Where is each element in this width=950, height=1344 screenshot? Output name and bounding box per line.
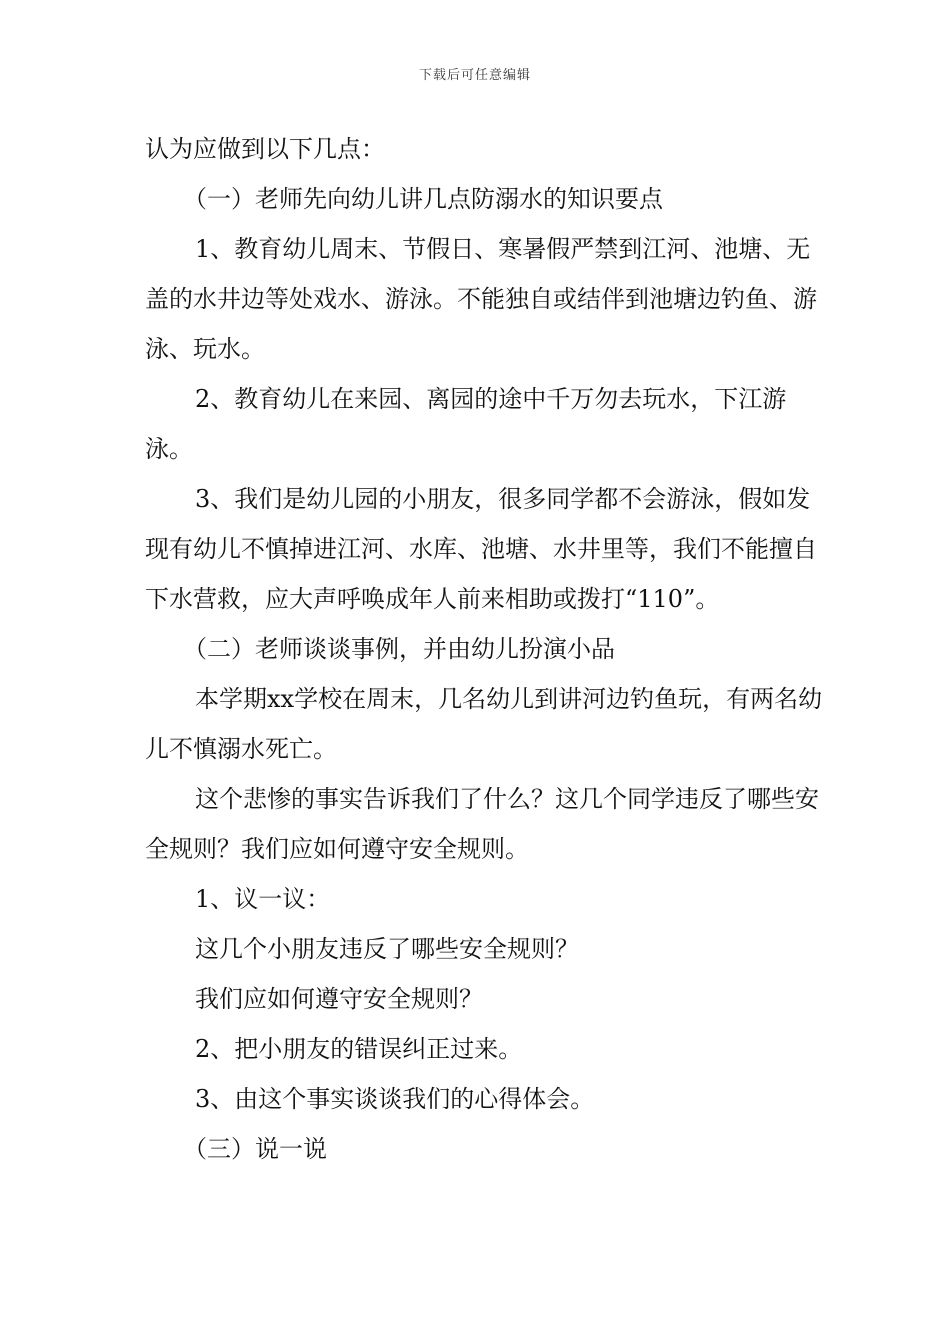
list-item: 2、把小朋友的错误纠正过来。	[195, 1035, 523, 1063]
paragraph: 我们应如何遵守安全规则？	[195, 985, 483, 1013]
paragraph: 1、教育幼儿周末、节假日、寒暑假严禁到江河、池塘、无盖的水井边等处戏水、游泳。不能独自或结伴到池塘边钓鱼、游泳、玩水。	[145, 235, 817, 363]
paragraph: 3、我们是幼儿园的小朋友，很多同学都不会游泳，假如发现有幼儿不慎掉进江河、水库、池塘、水井里等，我们不能擅自下水营救，应大声呼唤成年人前来相助或拨打“110”。	[145, 485, 817, 613]
paragraph: 2、教育幼儿在来园、离园的途中千万勿去玩水，下江游泳。	[145, 385, 787, 463]
paragraph: 这几个小朋友违反了哪些安全规则？	[195, 935, 579, 963]
page-header: 下载后可任意编辑	[418, 68, 531, 83]
paragraph: 认为应做到以下几点：	[145, 135, 385, 163]
list-item: 1、议一议：	[195, 885, 331, 913]
paragraph: 这个悲惨的事实告诉我们了什么？这几个同学违反了哪些安全规则？我们应如何遵守安全规则。	[145, 785, 819, 863]
document-body	[145, 124, 825, 1174]
section-heading: （三）说一说	[183, 1135, 327, 1163]
section-heading: （一）老师先向幼儿讲几点防溺水的知识要点	[183, 185, 663, 213]
section-heading: （二）老师谈谈事例，并由幼儿扮演小品	[183, 635, 615, 663]
paragraph: 本学期xx学校在周末，几名幼儿到讲河边钓鱼玩，有两名幼儿不慎溺水死亡。	[145, 685, 823, 763]
list-item: 3、由这个事实谈谈我们的心得体会。	[195, 1085, 595, 1113]
